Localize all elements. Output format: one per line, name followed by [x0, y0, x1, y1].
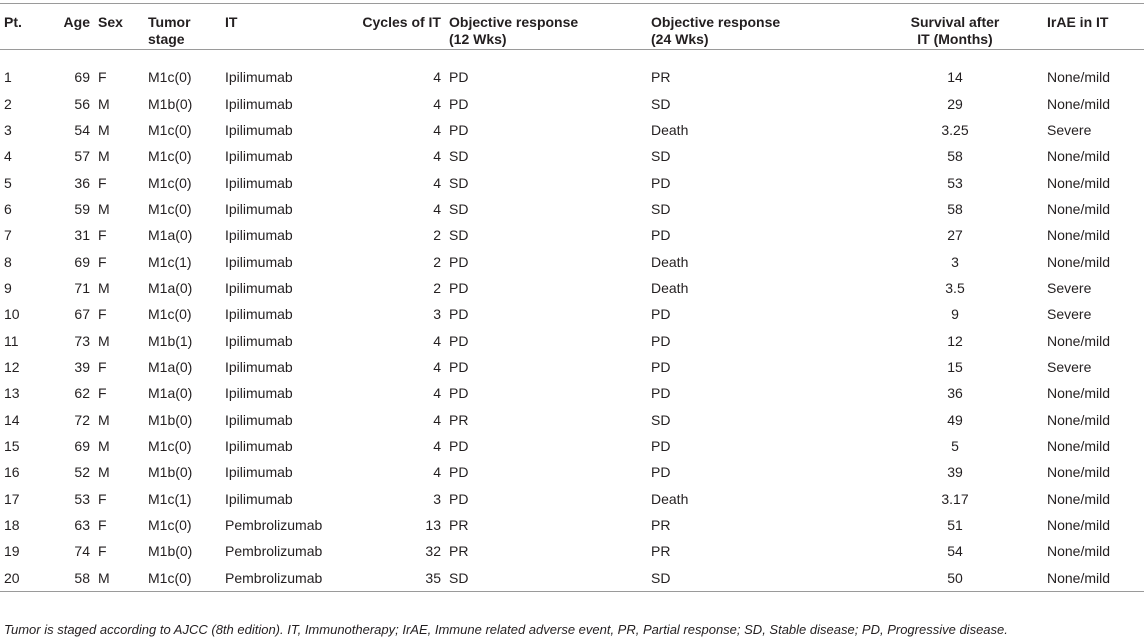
cell-pt: 13	[4, 385, 20, 402]
cell-cycles: 4	[433, 332, 441, 349]
cell-cycles: 4	[433, 200, 441, 217]
cell-objective-response-24: Death	[651, 279, 689, 296]
cell-objective-response-12: SD	[449, 227, 469, 244]
cell-survival: 3.25	[941, 121, 969, 138]
cell-it: Ipilimumab	[225, 227, 293, 244]
cell-sex: M	[98, 411, 110, 428]
table-row	[0, 512, 1144, 538]
cell-objective-response-12: SD	[445, 565, 647, 592]
cell-sex: F	[98, 69, 107, 86]
cell-sex: F	[98, 490, 107, 507]
cell-tumor-stage: M1c(0)	[148, 437, 192, 454]
cell-age: 58	[44, 565, 94, 592]
table-row	[0, 538, 1144, 564]
cell-objective-response-24: PR	[651, 69, 671, 86]
cell-pt: 14	[4, 411, 20, 428]
cell-objective-response-24: Death	[651, 253, 689, 270]
cell-cycles: 4	[433, 121, 441, 138]
cell-it: Pembrolizumab	[225, 543, 323, 560]
cell-it: Ipilimumab	[225, 253, 293, 270]
cell-age: 53	[74, 490, 90, 507]
cell-pt: 20	[0, 565, 44, 592]
cell-survival: 9	[951, 306, 959, 323]
cell-survival: 3.5	[945, 279, 965, 296]
cell-age: 36	[74, 174, 90, 191]
cell-pt: 16	[4, 464, 20, 481]
cell-objective-response-12: PD	[449, 69, 469, 86]
table-row	[0, 406, 1144, 432]
cell-objective-response-24: PD	[651, 332, 671, 349]
cell-pt: 1	[4, 69, 12, 86]
cell-it: Ipilimumab	[225, 148, 293, 165]
cell-tumor-stage: M1b(0)	[148, 464, 193, 481]
cell-objective-response-12: PD	[449, 332, 469, 349]
cell-sex: M	[98, 437, 110, 454]
table-row	[0, 380, 1144, 406]
cell-irae: None/mild	[1047, 200, 1111, 217]
table-row	[0, 275, 1144, 301]
table-row	[0, 64, 1144, 90]
cell-cycles: 4	[433, 385, 441, 402]
cell-tumor-stage: M1c(0)	[148, 121, 192, 138]
cell-tumor-stage: M1b(1)	[148, 332, 193, 349]
cell-survival: 39	[947, 464, 963, 481]
cell-it: Ipilimumab	[225, 358, 293, 375]
cell-objective-response-24: SD	[651, 200, 671, 217]
header-objective-response-24: Objective response (24 Wks)	[647, 4, 867, 50]
cell-objective-response-12: PD	[449, 490, 469, 507]
cell-age: 71	[74, 279, 90, 296]
cell-age: 57	[74, 148, 90, 165]
cell-pt: 8	[4, 253, 12, 270]
cell-survival: 51	[947, 517, 963, 534]
header-sex: Sex	[94, 4, 144, 50]
cell-it: Ipilimumab	[225, 95, 293, 112]
cell-sex: F	[98, 385, 107, 402]
cell-age: 63	[74, 517, 90, 534]
cell-cycles: 2	[433, 227, 441, 244]
cell-objective-response-12: PR	[449, 543, 469, 560]
cell-tumor-stage: M1c(0)	[148, 306, 192, 323]
cell-irae: None/mild	[1043, 565, 1144, 592]
table-row	[0, 248, 1144, 274]
cell-objective-response-24: SD	[647, 565, 867, 592]
cell-objective-response-12: PD	[449, 358, 469, 375]
cell-tumor-stage: M1c(1)	[148, 490, 192, 507]
cell-sex: F	[98, 543, 107, 560]
cell-irae: Severe	[1047, 121, 1092, 138]
cell-objective-response-24: PD	[651, 174, 671, 191]
cell-age: 59	[74, 200, 90, 217]
cell-objective-response-24: PR	[651, 543, 671, 560]
cell-cycles: 4	[433, 69, 441, 86]
cell-objective-response-24: PR	[651, 517, 671, 534]
cell-pt: 17	[4, 490, 20, 507]
cell-it: Ipilimumab	[225, 464, 293, 481]
cell-cycles: 4	[433, 437, 441, 454]
cell-sex: M	[94, 565, 144, 592]
cell-tumor-stage: M1b(0)	[148, 411, 193, 428]
cell-survival: 53	[947, 174, 963, 191]
cell-it: Ipilimumab	[225, 490, 293, 507]
cell-irae: None/mild	[1047, 95, 1111, 112]
cell-age: 62	[74, 385, 90, 402]
cell-objective-response-12: PD	[449, 306, 469, 323]
table-row	[0, 486, 1144, 512]
cell-tumor-stage: M1c(0)	[148, 148, 192, 165]
cell-it: Ipilimumab	[225, 437, 293, 454]
cell-it: Ipilimumab	[225, 411, 293, 428]
cell-objective-response-24: PD	[651, 306, 671, 323]
cell-objective-response-12: SD	[449, 200, 469, 217]
cell-it: Ipilimumab	[225, 306, 293, 323]
cell-cycles: 4	[433, 411, 441, 428]
cell-age: 56	[74, 95, 90, 112]
table-header	[0, 4, 1144, 50]
table-body	[0, 50, 1144, 592]
cell-age: 74	[74, 543, 90, 560]
cell-survival: 36	[947, 385, 963, 402]
cell-cycles: 4	[433, 174, 441, 191]
cell-pt: 12	[4, 358, 20, 375]
table-row	[0, 433, 1144, 459]
cell-it: Pembrolizumab	[225, 517, 323, 534]
cell-objective-response-12: SD	[449, 174, 469, 191]
cell-objective-response-12: PR	[449, 411, 469, 428]
cell-objective-response-24: PD	[651, 385, 671, 402]
cell-cycles: 35	[349, 565, 445, 592]
cell-age: 54	[74, 121, 90, 138]
cell-pt: 4	[4, 148, 12, 165]
cell-sex: M	[98, 148, 110, 165]
cell-sex: M	[98, 279, 110, 296]
table-footnote: Tumor is staged according to AJCC (8th edition). IT, Immunotherapy; IrAE, Immune related adverse event, PR, Partial response; SD, Stable disease; PD, Progressive disease.	[4, 622, 1008, 637]
cell-cycles: 13	[425, 517, 441, 534]
cell-pt: 11	[4, 332, 19, 349]
cell-pt: 15	[4, 437, 20, 454]
cell-cycles: 3	[433, 490, 441, 507]
cell-irae: None/mild	[1047, 437, 1111, 454]
cell-cycles: 4	[433, 358, 441, 375]
cell-irae: None/mild	[1047, 332, 1111, 349]
cell-sex: F	[98, 253, 107, 270]
cell-objective-response-12: PD	[449, 464, 469, 481]
cell-irae: Severe	[1047, 279, 1092, 296]
cell-sex: M	[98, 121, 110, 138]
cell-objective-response-24: Death	[651, 121, 689, 138]
cell-objective-response-12: PD	[449, 121, 469, 138]
cell-survival: 58	[947, 148, 963, 165]
cell-irae: None/mild	[1047, 253, 1111, 270]
cell-survival: 54	[947, 543, 963, 560]
table-row	[0, 459, 1144, 485]
header-it: IT	[221, 4, 349, 50]
cell-cycles: 4	[433, 148, 441, 165]
cell-it: Ipilimumab	[225, 279, 293, 296]
cell-sex: F	[98, 358, 107, 375]
cell-it: Ipilimumab	[225, 332, 293, 349]
cell-irae: None/mild	[1047, 543, 1111, 560]
cell-pt: 9	[4, 279, 12, 296]
cell-sex: M	[98, 332, 110, 349]
cell-pt: 3	[4, 121, 12, 138]
cell-survival: 49	[947, 411, 963, 428]
cell-irae: None/mild	[1047, 148, 1111, 165]
cell-objective-response-12: PD	[449, 95, 469, 112]
cell-sex: M	[98, 200, 110, 217]
cell-survival: 50	[867, 565, 1043, 592]
cell-survival: 15	[947, 358, 963, 375]
cell-pt: 6	[4, 200, 12, 217]
cell-tumor-stage: M1c(1)	[148, 253, 192, 270]
cell-cycles: 2	[433, 279, 441, 296]
table-row	[0, 354, 1144, 380]
cell-age: 73	[74, 332, 90, 349]
table-row	[0, 90, 1144, 116]
cell-cycles: 3	[433, 306, 441, 323]
cell-irae: None/mild	[1047, 411, 1111, 428]
cell-objective-response-24: PD	[651, 358, 671, 375]
cell-pt: 5	[4, 174, 12, 191]
table-row	[0, 327, 1144, 353]
header-age: Age	[44, 4, 94, 50]
spacer-row	[0, 50, 1144, 65]
table-row	[0, 222, 1144, 248]
cell-irae: Severe	[1047, 358, 1092, 375]
header-irae: IrAE in IT	[1043, 4, 1144, 50]
cell-tumor-stage: M1a(0)	[148, 358, 193, 375]
cell-cycles: 32	[425, 543, 441, 560]
cell-irae: Severe	[1047, 306, 1092, 323]
cell-cycles: 2	[433, 253, 441, 270]
cell-tumor-stage: M1a(0)	[148, 385, 193, 402]
cell-irae: None/mild	[1047, 464, 1111, 481]
cell-irae: None/mild	[1047, 69, 1111, 86]
cell-irae: None/mild	[1047, 174, 1111, 191]
cell-irae: None/mild	[1047, 490, 1111, 507]
cell-objective-response-24: Death	[651, 490, 689, 507]
cell-age: 69	[74, 69, 90, 86]
cell-age: 52	[74, 464, 90, 481]
cell-pt: 7	[4, 227, 12, 244]
cell-survival: 14	[947, 69, 963, 86]
cell-survival: 12	[947, 332, 963, 349]
header-row	[0, 4, 1144, 50]
cell-survival: 58	[947, 200, 963, 217]
cell-survival: 29	[947, 95, 963, 112]
cell-it: Ipilimumab	[225, 121, 293, 138]
cell-tumor-stage: M1c(0)	[148, 174, 192, 191]
patient-table	[0, 3, 1144, 592]
cell-pt: 19	[4, 543, 20, 560]
cell-survival: 5	[951, 437, 959, 454]
cell-sex: F	[98, 306, 107, 323]
cell-age: 39	[74, 358, 90, 375]
cell-age: 72	[74, 411, 90, 428]
cell-tumor-stage: M1c(0)	[148, 517, 192, 534]
cell-tumor-stage: M1a(0)	[148, 279, 193, 296]
cell-it: Ipilimumab	[225, 385, 293, 402]
cell-objective-response-12: SD	[449, 148, 469, 165]
header-objective-response-12: Objective response (12 Wks)	[445, 4, 647, 50]
cell-objective-response-12: PD	[449, 279, 469, 296]
cell-it: Ipilimumab	[225, 174, 293, 191]
cell-survival: 27	[947, 227, 963, 244]
cell-sex: F	[98, 174, 107, 191]
header-tumor-stage: Tumor stage	[144, 4, 221, 50]
cell-objective-response-24: SD	[651, 148, 671, 165]
cell-objective-response-24: PD	[651, 437, 671, 454]
table-row	[0, 169, 1144, 195]
cell-pt: 18	[4, 517, 20, 534]
cell-objective-response-12: PD	[449, 253, 469, 270]
cell-it: Ipilimumab	[225, 200, 293, 217]
table-row	[0, 565, 1144, 592]
table-row	[0, 301, 1144, 327]
cell-sex: F	[98, 227, 107, 244]
cell-age: 67	[74, 306, 90, 323]
header-pt: Pt.	[0, 4, 44, 50]
table-row	[0, 117, 1144, 143]
cell-tumor-stage: M1c(0)	[148, 69, 192, 86]
cell-tumor-stage: M1b(0)	[148, 543, 193, 560]
cell-objective-response-24: PD	[651, 227, 671, 244]
cell-sex: M	[98, 464, 110, 481]
header-survival: Survival after IT (Months)	[867, 4, 1043, 50]
cell-irae: None/mild	[1047, 227, 1111, 244]
table-row	[0, 143, 1144, 169]
cell-objective-response-12: PD	[449, 385, 469, 402]
cell-pt: 2	[4, 95, 12, 112]
cell-pt: 10	[4, 306, 20, 323]
cell-tumor-stage: M1c(0)	[148, 200, 192, 217]
cell-age: 69	[74, 253, 90, 270]
cell-age: 31	[74, 227, 90, 244]
cell-tumor-stage: M1c(0)	[144, 565, 221, 592]
cell-survival: 3.17	[941, 490, 969, 507]
cell-objective-response-12: PD	[449, 437, 469, 454]
cell-objective-response-24: PD	[651, 464, 671, 481]
cell-sex: F	[98, 517, 107, 534]
cell-irae: None/mild	[1047, 517, 1111, 534]
cell-objective-response-12: PR	[449, 517, 469, 534]
cell-irae: None/mild	[1047, 385, 1111, 402]
cell-survival: 3	[951, 253, 959, 270]
cell-cycles: 4	[433, 95, 441, 112]
cell-age: 69	[74, 437, 90, 454]
cell-objective-response-24: SD	[651, 411, 671, 428]
cell-objective-response-24: SD	[651, 95, 671, 112]
cell-it: Ipilimumab	[225, 69, 293, 86]
cell-cycles: 4	[433, 464, 441, 481]
cell-tumor-stage: M1b(0)	[148, 95, 193, 112]
cell-it: Pembrolizumab	[221, 565, 349, 592]
table-row	[0, 196, 1144, 222]
header-cycles: Cycles of IT	[349, 4, 445, 50]
cell-sex: M	[98, 95, 110, 112]
cell-tumor-stage: M1a(0)	[148, 227, 193, 244]
